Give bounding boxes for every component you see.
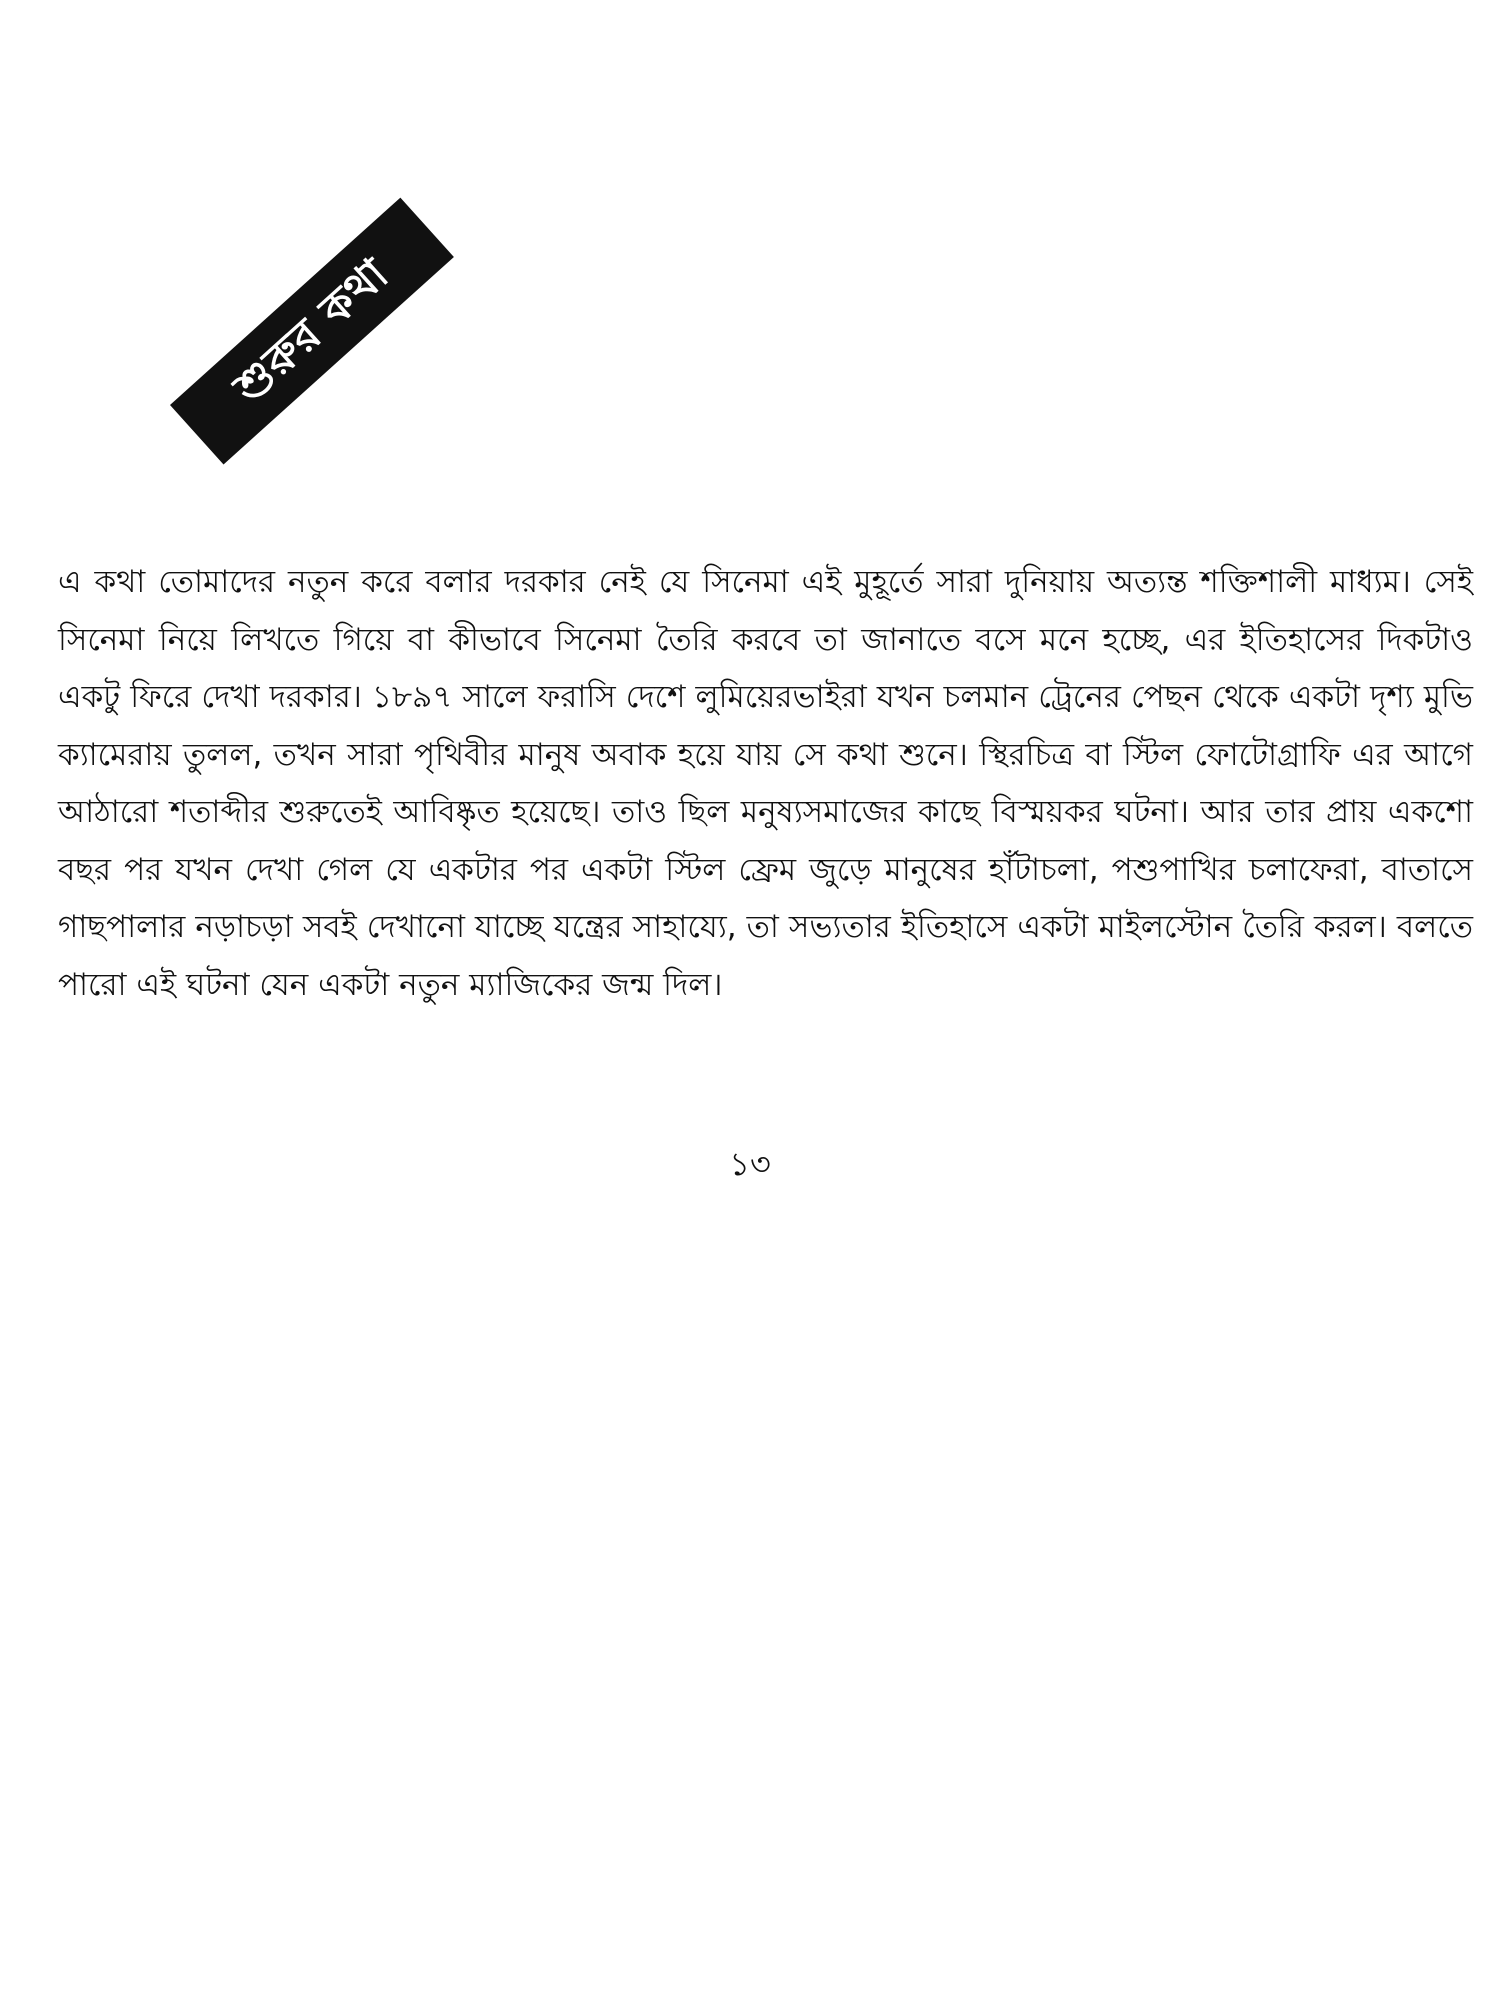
chapter-title: শুরুর কথা <box>224 248 399 413</box>
page-number: ১৩ <box>729 1145 771 1183</box>
body-paragraph: এ কথা তোমাদের নতুন করে বলার দরকার নেই যে সিনেমা এই মুহূর্তে সারা দুনিয়ায় অত্যন্ত শক্তিশালী মাধ্যম। সেই সিনেমা নিয়ে লিখতে গিয়ে বা কীভাবে সিনেমা তৈরি করবে তা জানাতে বসে মনে হচ্ছে, এর ইতিহাসের দিকটাও একটু ফিরে দেখা দরকার। ১৮৯৭ সালে ফরাসি দেশে লুমিয়েরভাইরা যখন চলমান ট্রেনের পেছন থেকে একটা দৃশ্য মুভি ক্যামেরায় তুলল, তখন সারা পৃথিবীর মানুষ অবাক হয়ে যায় সে কথা শুনে। স্থিরচিত্র বা স্টিল ফোটোগ্রাফি এর আগে আঠারো শতাব্দীর শুরুতেই আবিষ্কৃত হয়েছে। তাও ছিল মনুষ্যসমাজের কাছে বিস্ময়কর ঘটনা। আর তার প্রায় একশো বছর পর যখন দেখা গেল যে একটার পর একটা স্টিল ফ্রেম জুড়ে মানুষের হাঁটাচলা, পশুপাখির চলাফেরা, বাতাসে গাছপালার নড়াচড়া সবই দেখানো যাচ্ছে যন্ত্রের সাহায্যে, তা সভ্যতার ইতিহাসে একটা মাইলস্টোন তৈরি করল। বলতে পারো এই ঘটনা যেন একটা নতুন ম্যাজিকের জন্ম দিল। <box>58 564 1473 1003</box>
chapter-title-banner <box>170 198 454 465</box>
